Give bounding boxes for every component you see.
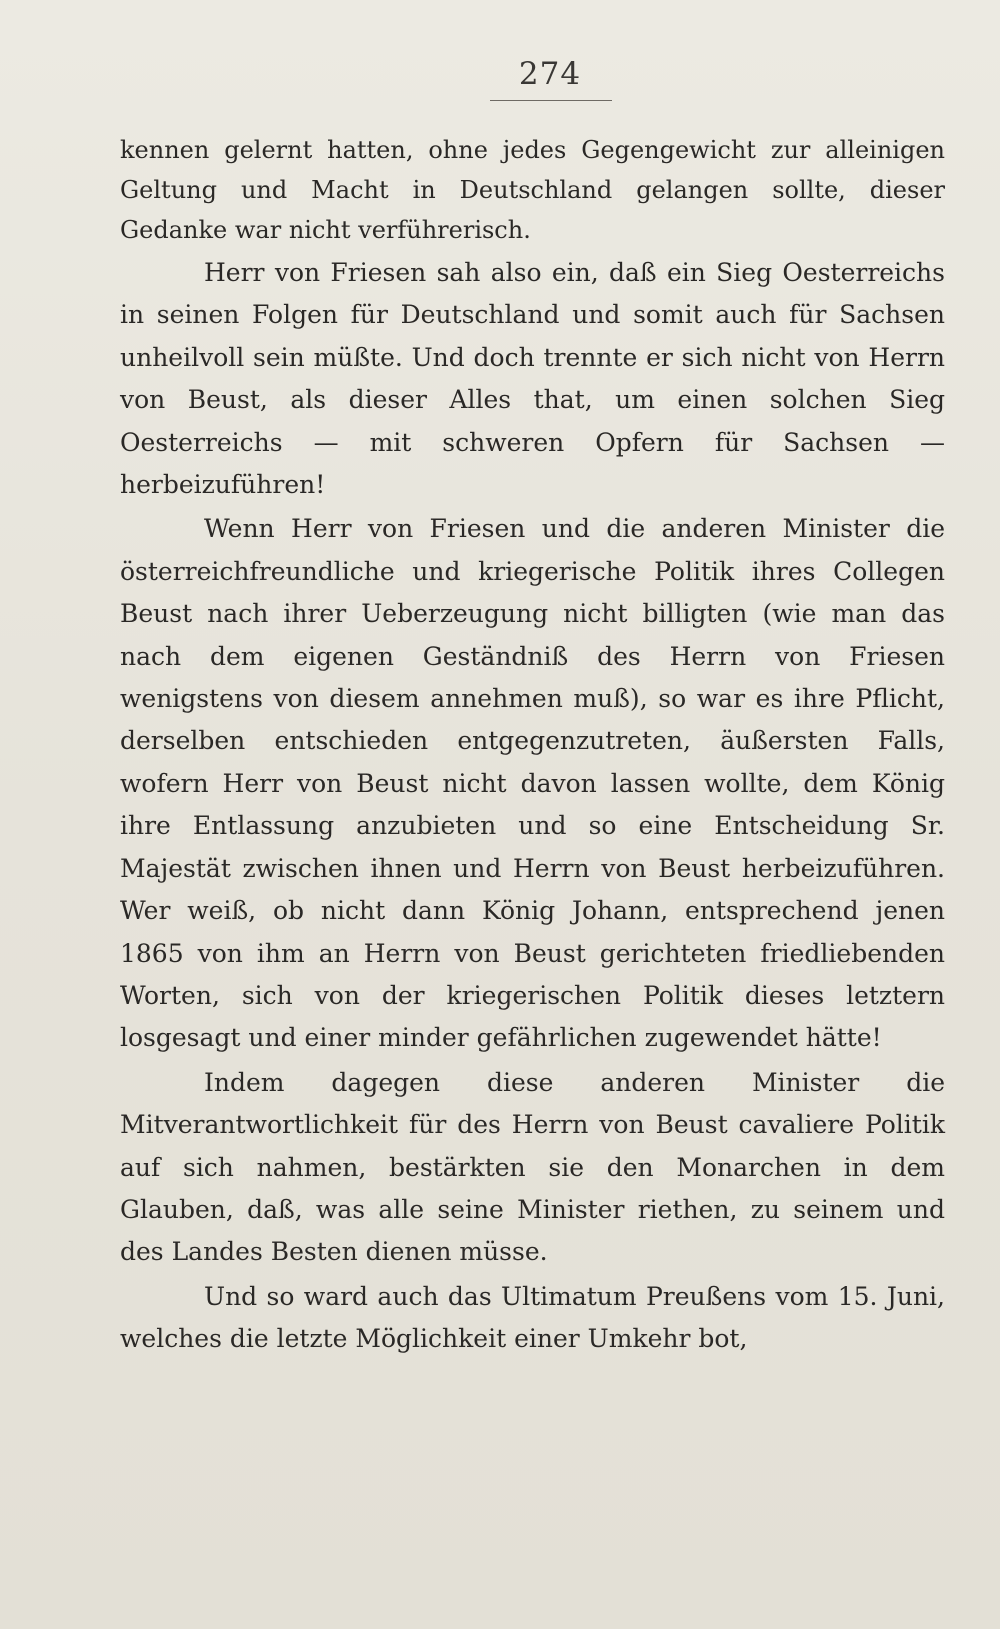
page-number: 274 bbox=[518, 56, 582, 92]
paragraph-5: Und so ward auch das Ultimatum Preußens vom 15. Juni, welches die letzte Möglichkeit einer Umkehr bot, bbox=[120, 1281, 945, 1354]
header-rule bbox=[490, 100, 612, 101]
paragraph-3: Wenn Herr von Friesen und die anderen Minister die österreichfreundliche und kriegerische Politik ihres Collegen Beust nach ihrer Ueberzeugung nicht billigten (wie man das nach dem eigenen Geständniß des Herrn von Friesen wenigstens von diesem annehmen muß), so war es ihre Pflicht, derselben entschieden entgegenzutreten, äußersten Falls, wofern Herr von Beust nicht davon lassen wollte, dem König ihre Entlassung anzubieten und so eine Entscheidung Sr. Majestät zwischen ihnen und Herrn von Beust herbeizuführen. Wer weiß, ob nicht dann König Johann, entsprechend jenen 1865 von ihm an Herrn von Beust gerichteten friedliebenden Worten, sich von der kriegerischen Politik dieses letztern losgesagt und einer minder gefährlichen zugewendet hätte! bbox=[120, 514, 945, 1053]
paragraph-4: Indem dagegen diese anderen Minister die Mitverantwortlichkeit für des Herrn von Beust cavaliere Politik auf sich nahmen, bestärkten sie den Monarchen in dem Glauben, daß, was alle seine Minister riethen, zu seinem und des Landes Besten dienen müsse. bbox=[120, 1067, 945, 1267]
paragraph-2: Herr von Friesen sah also ein, daß ein Sieg Oesterreichs in seinen Folgen für Deutschland und somit auch für Sachsen unheilvoll sein müßte. Und doch trennte er sich nicht von Herrn von Beust, als dieser Alles that, um einen solchen Sieg Oesterreichs — mit schweren Opfern für Sachsen — herbeizuführen! bbox=[120, 258, 945, 500]
body-text bbox=[120, 130, 945, 1361]
paragraph-1: kennen gelernt hatten, ohne jedes Gegengewicht zur alleinigen Geltung und Macht in Deutschland gelangen sollte, dieser Gedanke war nicht verführerisch. bbox=[120, 136, 945, 244]
